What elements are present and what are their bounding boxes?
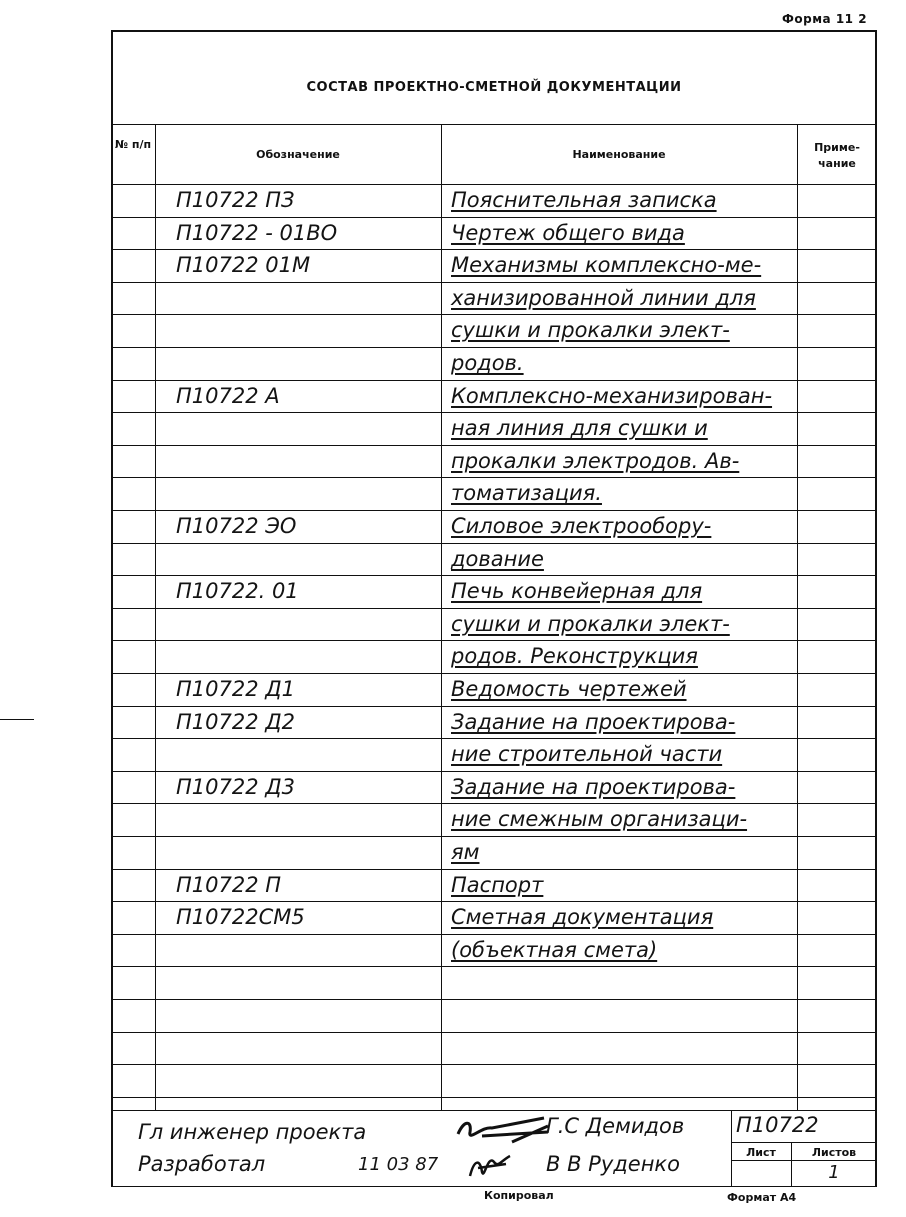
row-line bbox=[111, 217, 877, 218]
row-line bbox=[111, 738, 877, 739]
row-name: томатизация. bbox=[451, 481, 602, 505]
row-name: ям bbox=[451, 840, 480, 864]
header-note: Приме-чание bbox=[814, 141, 860, 170]
row-name: родов. Реконструкция bbox=[451, 644, 698, 668]
copied-by-label: Копировал bbox=[484, 1189, 554, 1202]
row-line bbox=[111, 510, 877, 511]
row-line bbox=[111, 901, 877, 902]
row-name: прокалки электродов. Ав- bbox=[451, 449, 740, 473]
row-line bbox=[111, 543, 877, 544]
row-line bbox=[111, 347, 877, 348]
row-line bbox=[111, 966, 877, 967]
row-name: Механизмы комплексно-ме- bbox=[451, 253, 762, 277]
row-designation: П10722 01М bbox=[176, 253, 311, 277]
row-name: Чертеж общего вида bbox=[451, 221, 685, 245]
row-name: Паспорт bbox=[451, 873, 544, 897]
row-line bbox=[111, 999, 877, 1000]
row-designation: П10722 ЭО bbox=[176, 514, 297, 538]
row-line bbox=[111, 575, 877, 576]
chief-engineer-signature bbox=[452, 1112, 552, 1148]
stamp-sheet-label: Лист bbox=[746, 1146, 776, 1159]
developed-date: 11 03 87 bbox=[358, 1154, 439, 1175]
row-name: Задание на проектирова- bbox=[451, 775, 736, 799]
margin-tick bbox=[0, 719, 34, 720]
row-line bbox=[111, 477, 877, 478]
row-designation: П10722 Д3 bbox=[176, 775, 296, 799]
row-line bbox=[111, 836, 877, 837]
header-num-text: № п/п bbox=[114, 138, 152, 151]
row-line bbox=[111, 1064, 877, 1065]
row-line bbox=[111, 771, 877, 772]
row-name: Силовое электрообору- bbox=[451, 514, 712, 538]
stamp-sheet-line bbox=[731, 1160, 877, 1161]
header-name: Наименование bbox=[572, 148, 666, 161]
header-num bbox=[111, 138, 155, 152]
col-divider-designation bbox=[441, 124, 442, 1110]
row-name: Сметная документация bbox=[451, 905, 714, 929]
stamp-code-line bbox=[731, 1142, 877, 1143]
header-bottom-line bbox=[111, 184, 877, 185]
chief-engineer-label: Гл инженер проекта bbox=[138, 1120, 367, 1144]
row-line bbox=[111, 1032, 877, 1033]
row-name: сушки и прокалки элект- bbox=[451, 612, 730, 636]
col-divider-num bbox=[155, 124, 156, 1110]
row-line bbox=[111, 640, 877, 641]
stamp-top-line bbox=[111, 1110, 877, 1111]
row-name: ханизированной линии для bbox=[451, 286, 756, 310]
row-name: сушки и прокалки элект- bbox=[451, 318, 730, 342]
row-name: (объектная смета) bbox=[451, 938, 658, 962]
row-designation: П10722 Д2 bbox=[176, 710, 296, 734]
row-designation: П10722СМ5 bbox=[176, 905, 305, 929]
row-line bbox=[111, 1097, 877, 1098]
developer-signature bbox=[466, 1150, 514, 1184]
row-designation: П10722 Д1 bbox=[176, 677, 296, 701]
row-designation: П10722. 01 bbox=[176, 579, 299, 603]
developed-by-label: Разработал bbox=[138, 1152, 266, 1176]
row-designation: П10722 ПЗ bbox=[176, 188, 295, 212]
row-designation: П10722 - 01ВО bbox=[176, 221, 338, 245]
row-name: Печь конвейерная для bbox=[451, 579, 703, 603]
row-line bbox=[111, 706, 877, 707]
header-top-line bbox=[111, 124, 877, 125]
row-name: Пояснительная записка bbox=[451, 188, 717, 212]
row-line bbox=[111, 673, 877, 674]
stamp-sheets-label: Листов bbox=[811, 1146, 857, 1159]
row-line bbox=[111, 445, 877, 446]
form-number-label: Форма 11 2 bbox=[782, 12, 868, 26]
developer-name: В В Руденко bbox=[546, 1152, 680, 1176]
sheet-bottom-line bbox=[111, 1186, 877, 1187]
row-line bbox=[111, 803, 877, 804]
row-name: ние строительной части bbox=[451, 742, 723, 766]
chief-engineer-name: Г.С Демидов bbox=[546, 1114, 685, 1138]
row-name: ная линия для сушки и bbox=[451, 416, 708, 440]
col-divider-name bbox=[797, 124, 798, 1110]
row-line bbox=[111, 412, 877, 413]
header-designation: Обозначение bbox=[256, 148, 340, 161]
stamp-document-code: П10722 bbox=[736, 1113, 819, 1137]
row-line bbox=[111, 608, 877, 609]
document-title: СОСТАВ ПРОЕКТНО-СМЕТНОЙ ДОКУМЕНТАЦИИ bbox=[306, 80, 682, 95]
row-line bbox=[111, 249, 877, 250]
row-line bbox=[111, 314, 877, 315]
format-label: Формат А4 bbox=[727, 1191, 797, 1204]
row-name: дование bbox=[451, 547, 544, 571]
row-line bbox=[111, 934, 877, 935]
row-name: Ведомость чертежей bbox=[451, 677, 687, 701]
stamp-sheets-value: 1 bbox=[828, 1162, 840, 1183]
row-designation: П10722 П bbox=[176, 873, 282, 897]
row-name: Комплексно-механизирован- bbox=[451, 384, 773, 408]
row-line bbox=[111, 282, 877, 283]
row-name: ние смежным организаци- bbox=[451, 807, 748, 831]
row-designation: П10722 А bbox=[176, 384, 280, 408]
row-line bbox=[111, 380, 877, 381]
row-name: родов. bbox=[451, 351, 524, 375]
row-line bbox=[111, 869, 877, 870]
row-name: Задание на проектирова- bbox=[451, 710, 736, 734]
